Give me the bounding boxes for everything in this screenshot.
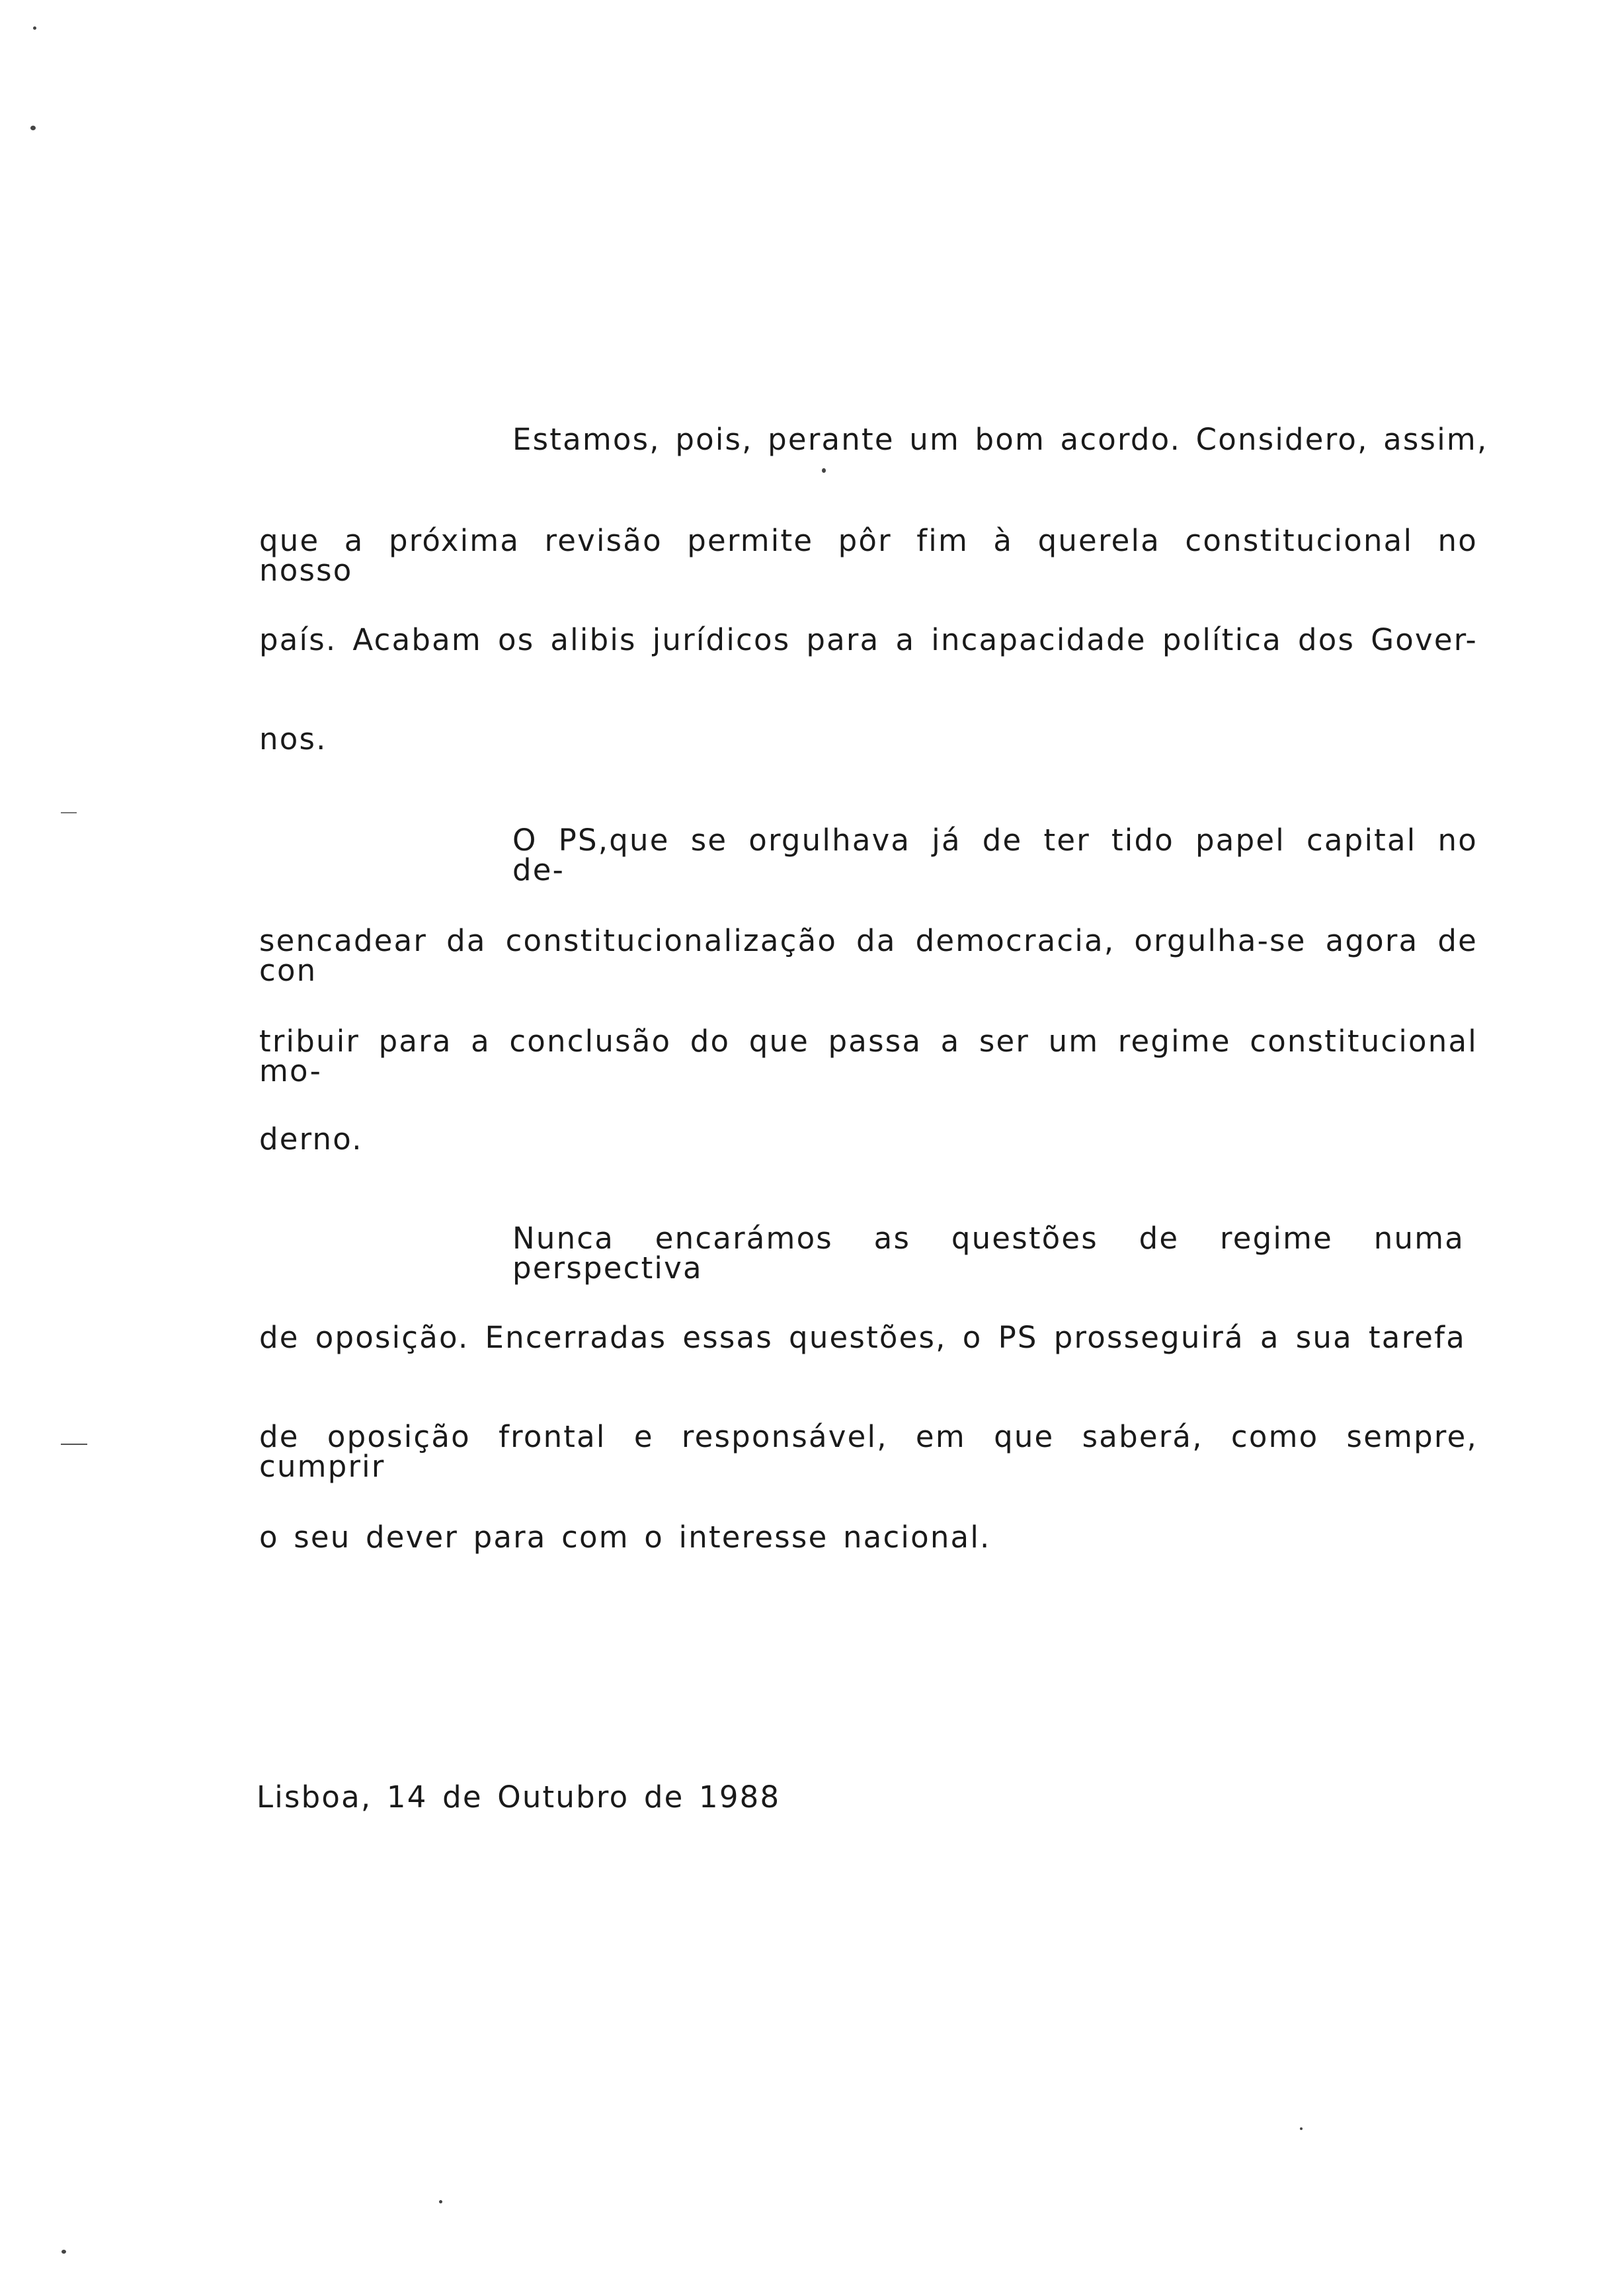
paragraph-2-line-4: derno. xyxy=(259,1122,363,1157)
scan-speck xyxy=(61,2250,66,2254)
scan-speck xyxy=(30,126,36,130)
paragraph-2-line-1: O PS,que se orgulhava já de ter tido papel capital no de- xyxy=(512,823,1478,887)
paragraph-1-line-1: Estamos, pois, perante um bom acordo. Considero, assim, xyxy=(512,422,1488,457)
paragraph-2-line-3: tribuir para a conclusão do que passa a ser um regime constitucional mo- xyxy=(259,1024,1478,1088)
paragraph-3-line-2: de oposição. Encerradas essas questões, o PS prosseguirá a sua tarefa xyxy=(259,1320,1466,1355)
paragraph-3-line-1: Nunca encarámos as questões de regime numa perspectiva xyxy=(512,1221,1465,1286)
scan-speck xyxy=(439,2200,442,2203)
paragraph-1-line-3: país. Acabam os alibis jurídicos para a incapacidade política dos Gover- xyxy=(259,622,1478,657)
paragraph-3-line-3: de oposição frontal e responsável, em que saberá, como sempre, cumprir xyxy=(259,1419,1478,1484)
dateline: Lisboa, 14 de Outubro de 1988 xyxy=(257,1780,781,1815)
scan-speck xyxy=(822,468,826,473)
scan-mark xyxy=(61,1444,87,1445)
paragraph-3-line-4: o seu dever para com o interesse nacional. xyxy=(259,1520,991,1555)
paragraph-1-line-4: nos. xyxy=(259,721,327,757)
scan-speck xyxy=(33,26,36,30)
scan-mark xyxy=(61,812,77,813)
paragraph-2-line-2: sencadear da constitucionalização da democracia, orgulha-se agora de con xyxy=(259,923,1478,988)
scan-speck xyxy=(1300,2127,1303,2130)
paragraph-1-line-2: que a próxima revisão permite pôr fim à querela constitucional no nosso xyxy=(259,523,1478,588)
